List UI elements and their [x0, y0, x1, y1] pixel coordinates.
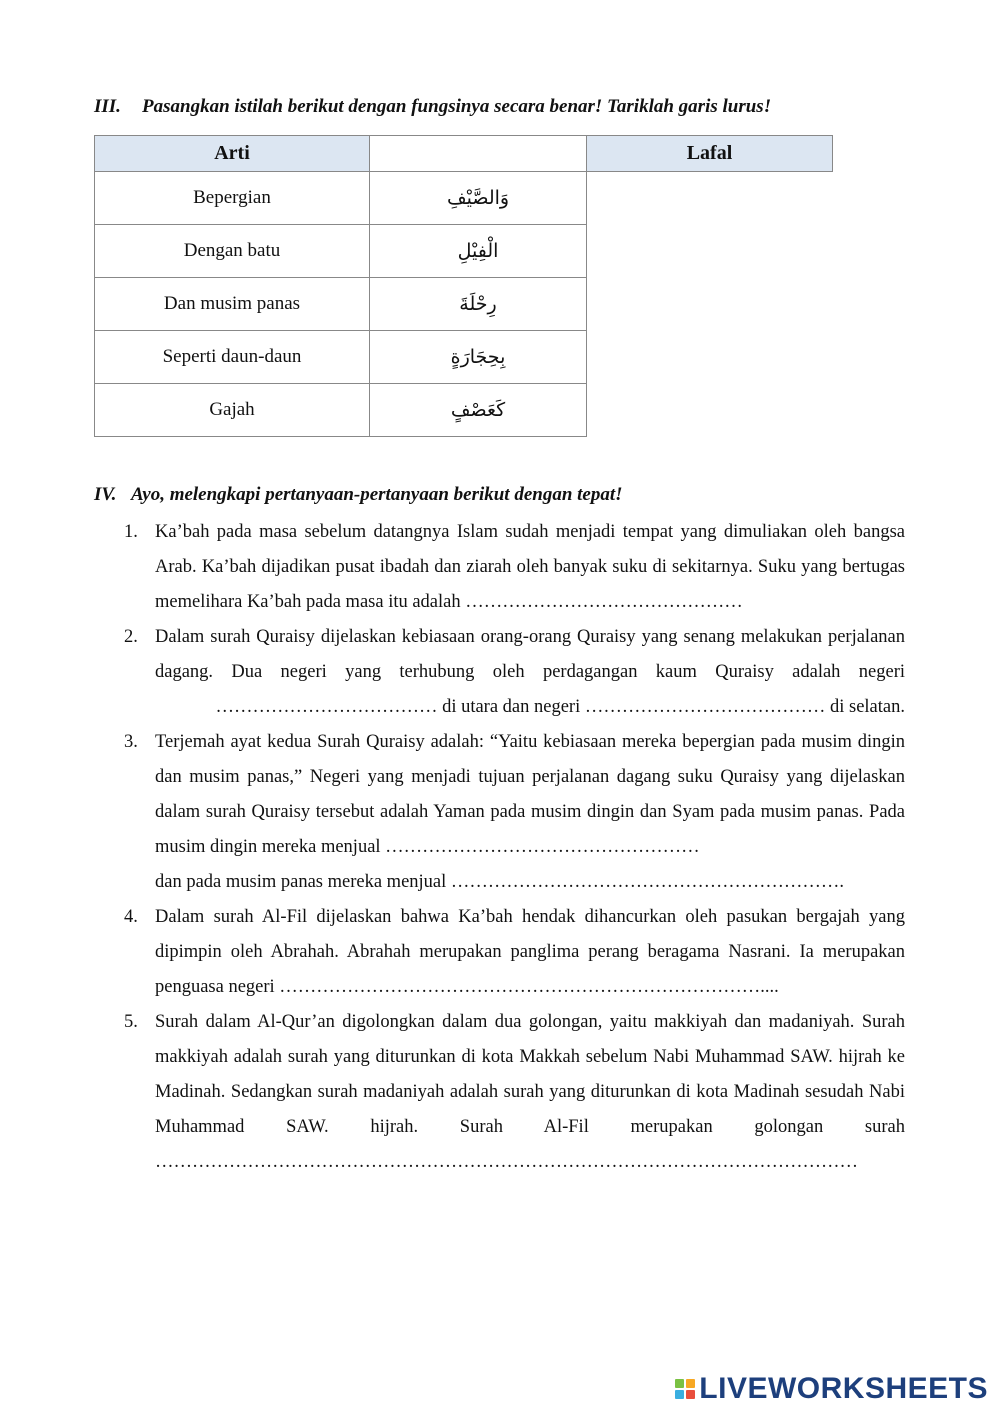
- arti-cell[interactable]: Gajah: [95, 384, 370, 437]
- question-text: Dalam surah Quraisy dijelaskan kebiasaan orang-orang Quraisy yang senang melakukan perjalanan dagang. Dua negeri yang terhubung oleh perdagangan kaum Quraisy adalah negeri: [155, 627, 905, 682]
- section-4-heading: [94, 484, 623, 506]
- table-row: [95, 331, 833, 384]
- question-number: 1.: [124, 522, 138, 542]
- section-4-number: IV.: [94, 484, 117, 505]
- lafal-cell[interactable]: كَعَصْفٍ: [370, 384, 587, 437]
- question-text[interactable]: Dalam surah Al-Fil dijelaskan bahwa Ka’bah hendak dihancurkan oleh pasukan bergajah yang dipimpin oleh Abrahah. Abrahah merupakan panglima perang beragama Nasrani. Ia merupakan penguasa negeri ……………………………………………………………………....: [155, 907, 905, 997]
- question-item: [120, 515, 905, 620]
- question-text: Surah dalam Al-Qur’an digolongkan dalam dua golongan, yaitu makkiyah dan madaniyah. Surah makkiyah adalah surah yang diturunkan di kota Makkah sebelum Nabi Muhammad SAW. hijrah ke Madinah. Sedangkan surah madaniyah adalah surah yang diturunkan di kota Madinah sesudah Nabi Muhammad SAW. hijrah. Surah Al-Fil merupakan golongan surah: [155, 1012, 905, 1137]
- section-4-instruction: Ayo, melengkapi pertanyaan-pertanyaan berikut dengan tepat!: [131, 484, 623, 505]
- arti-cell[interactable]: Seperti daun-daun: [95, 331, 370, 384]
- table-row: [95, 384, 833, 437]
- question-number: 5.: [124, 1012, 138, 1032]
- question-item: [120, 725, 905, 900]
- question-item: [120, 900, 905, 1005]
- column-header-lafal: Lafal: [587, 136, 833, 172]
- logo-icon: [675, 1379, 695, 1399]
- arti-cell[interactable]: Dengan batu: [95, 225, 370, 278]
- table-row: [95, 225, 833, 278]
- question-text[interactable]: Ka’bah pada masa sebelum datangnya Islam sudah menjadi tempat yang dimuliakan oleh bangsa Arab. Ka’bah dijadikan pusat ibadah dan ziarah oleh banyak suku di sekitarnya. Suku yang bertugas memelihara Ka’bah pada masa itu adalah ………………………………………: [155, 522, 905, 612]
- section-3-number: III.: [94, 96, 121, 117]
- lafal-cell[interactable]: رِحْلَةَ: [370, 278, 587, 331]
- question-list: [120, 515, 905, 1180]
- answer-line[interactable]: dan pada musim panas mereka menjual ……………………………………………………….: [155, 872, 845, 892]
- matching-table: [94, 135, 833, 437]
- answer-line[interactable]: ……………………………………………………………………………………………………: [155, 1152, 858, 1172]
- arti-cell[interactable]: Dan musim panas: [95, 278, 370, 331]
- column-header-arti: Arti: [95, 136, 370, 172]
- lafal-cell[interactable]: بِحِجَارَةٍ: [370, 331, 587, 384]
- lafal-cell[interactable]: وَالصَّيْفِ: [370, 172, 587, 225]
- table-header-row: [95, 136, 833, 172]
- table-row: [95, 172, 833, 225]
- lafal-cell[interactable]: الْفِيْلِ: [370, 225, 587, 278]
- question-number: 4.: [124, 907, 138, 927]
- question-item: [120, 620, 905, 725]
- question-number: 3.: [124, 732, 138, 752]
- matching-line-area[interactable]: [370, 136, 587, 172]
- answer-line[interactable]: ……………………………… di utara dan negeri ………………………………… di selatan.: [215, 697, 905, 717]
- section-3-heading: [94, 96, 771, 118]
- logo-text: LIVEWORKSHEETS: [699, 1372, 988, 1405]
- liveworksheets-logo: [675, 1372, 988, 1406]
- question-text: Terjemah ayat kedua Surah Quraisy adalah: “Yaitu kebiasaan mereka bepergian pada musim dingin dan musim panas,” Negeri yang menjadi tujuan perjalanan dagang suku Quraisy yang dijelaskan dalam surah Quraisy tersebut adalah Yaman pada musim dingin dan Syam pada musim panas. Pada musim dingin mereka menjual ……………………………………………: [155, 732, 905, 857]
- arti-cell[interactable]: Bepergian: [95, 172, 370, 225]
- table-row: [95, 278, 833, 331]
- section-3-instruction: Pasangkan istilah berikut dengan fungsinya secara benar! Tariklah garis lurus!: [142, 96, 772, 117]
- question-number: 2.: [124, 627, 138, 647]
- question-item: [120, 1005, 905, 1180]
